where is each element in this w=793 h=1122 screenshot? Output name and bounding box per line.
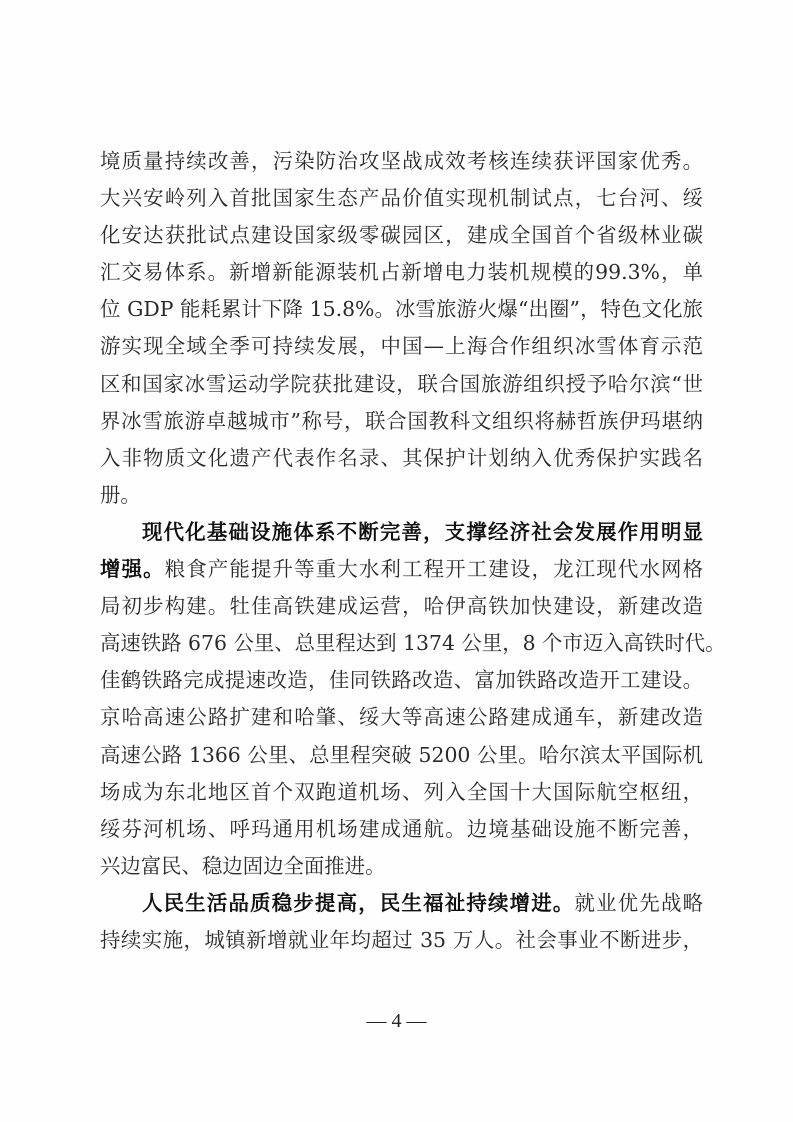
document-body (100, 143, 726, 959)
text-line: 京哈高速公路扩建和哈肇、绥大等高速公路建成通车，新建改造 (100, 705, 703, 730)
text-line: 大兴安岭列入首批国家生态产品价值实现机制试点，七台河、绥 (100, 186, 703, 211)
text-line: 境质量持续改善，污染防治攻坚战成效考核连续获评国家优秀。 (100, 149, 703, 173)
text-line (100, 551, 703, 588)
page-number: — 4 — (366, 1010, 427, 1032)
heading-text: 现代化基础设施体系不断完善，支撑经济社会发展作用明显 (142, 519, 703, 544)
text-line: 位 GDP 能耗累计下降 15.8%。冰雪旅游火爆“出圈”，特色文化旅 (100, 297, 703, 322)
heading-text: 增强。 (100, 557, 165, 582)
text-line: 绥芬河机场、呼玛通用机场建成通航。边境基础设施不断完善， (100, 816, 703, 841)
text-line: 兴边富民、稳边固边全面推进。 (100, 853, 386, 878)
section-heading-livelihood (100, 885, 703, 922)
heading-text: 人民生活品质稳步提高，民生福祉持续增进。 (142, 890, 575, 915)
text-line: 佳鹤铁路完成提速改造，佳同铁路改造、富加铁路改造开工建设。 (100, 668, 703, 693)
text-line: 汇交易体系。新增新能源装机占新增电力装机规模的99.3%，单 (100, 260, 703, 285)
text-line: 区和国家冰雪运动学院获批建设，联合国旅游组织授予哈尔滨“世 (100, 371, 703, 396)
text-line: 界冰雪旅游卓越城市”称号，联合国教科文组织将赫哲族伊玛堪纳 (100, 408, 703, 433)
text-line: 场成为东北地区首个双跑道机场、列入全国十大国际航空枢纽， (100, 779, 703, 804)
text-line: 局初步构建。牡佳高铁建成运营，哈伊高铁加快建设，新建改造 (100, 594, 703, 619)
text-line: 持续实施，城镇新增就业年均超过 35 万人。社会事业不断进步， (100, 927, 703, 952)
section-heading-infrastructure (100, 514, 703, 551)
text-line: 化安达获批试点建设国家级零碳园区，建成全国首个省级林业碳 (100, 223, 703, 248)
text-line: 册。 (100, 482, 141, 507)
text-line: 高速公路 1366 公里、总里程突破 5200 公里。哈尔滨太平国际机 (100, 742, 703, 767)
text-line: 游实现全域全季可持续发展，中国—上海合作组织冰雪体育示范 (100, 334, 703, 359)
text-line: 入非物质文化遗产代表作名录、其保护计划纳入优秀保护实践名 (100, 445, 703, 470)
body-text: 粮食产能提升等重大水利工程开工建设，龙江现代水网格 (164, 557, 703, 582)
text-line: 高速铁路 676 公里、总里程达到 1374 公里，8 个市迈入高铁时代。 (100, 631, 726, 656)
body-text: 就业优先战略 (574, 890, 704, 915)
